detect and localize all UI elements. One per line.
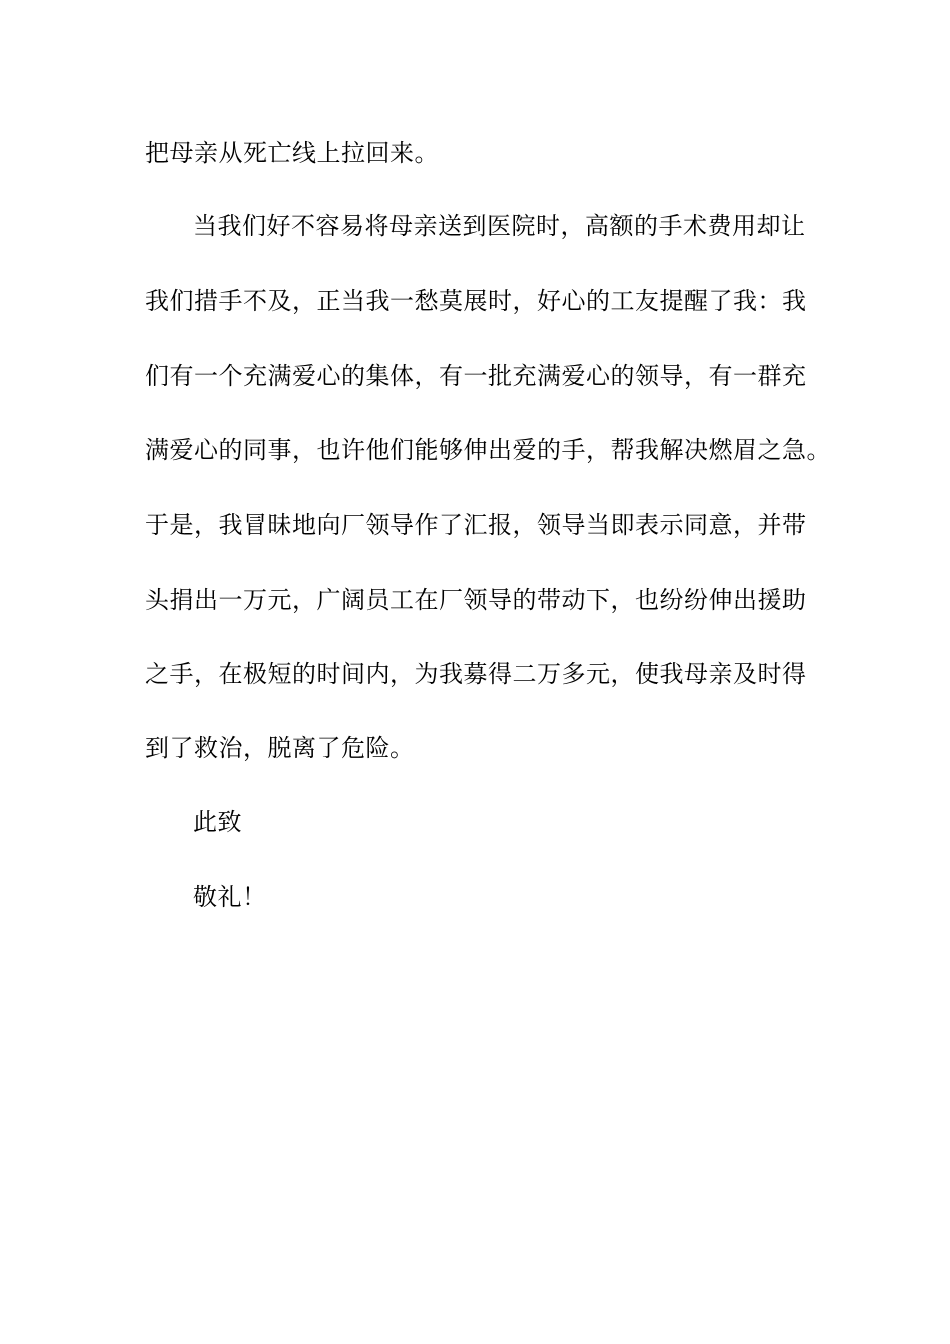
paragraph-line: 之手，在极短的时间内，为我募得二万多元，使我母亲及时得 [145,660,807,688]
paragraph-line: 到了救治，脱离了危险。 [145,734,415,762]
paragraph-line: 当我们好不容易将母亲送到医院时，高额的手术费用却让 [193,212,806,240]
paragraph-line: 我们措手不及，正当我一愁莫展时，好心的工友提醒了我：我 [145,287,807,315]
paragraph-line: 满爱心的同事，也许他们能够伸出爱的手，帮我解决燃眉之急。 [145,436,831,464]
paragraph-line: 把母亲从死亡线上拉回来。 [145,139,439,167]
paragraph-line: 头捐出一万元，广阔员工在厂领导的带动下，也纷纷伸出援助 [145,586,807,614]
salutation-line: 敬礼！ [193,883,267,911]
paragraph-line: 于是，我冒昧地向厂领导作了汇报，领导当即表示同意，并带 [145,511,807,539]
closing-line: 此致 [193,808,242,836]
paragraph-line: 们有一个充满爱心的集体，有一批充满爱心的领导，有一群充 [145,362,807,390]
